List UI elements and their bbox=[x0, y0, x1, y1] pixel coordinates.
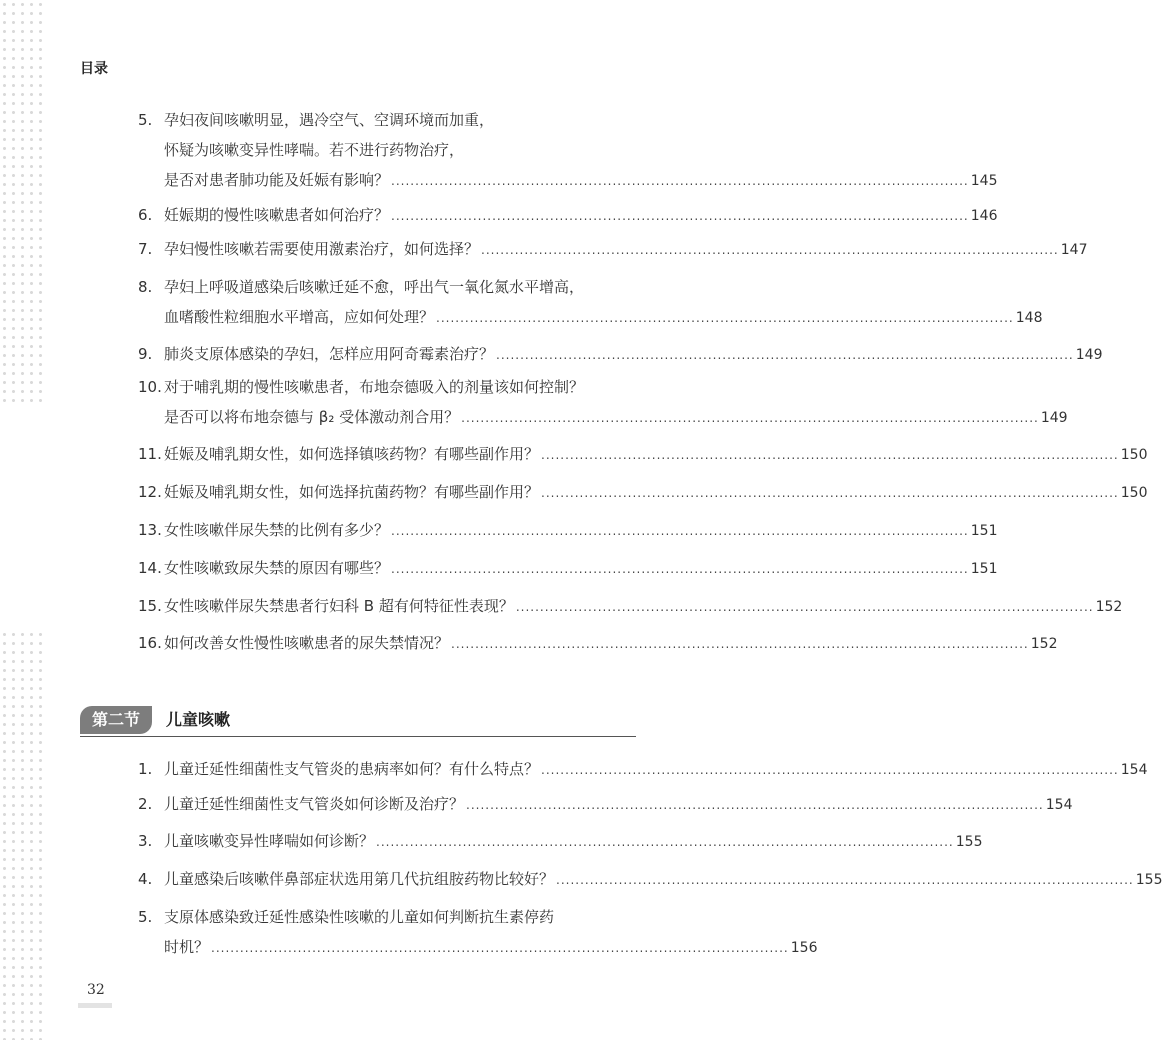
entry-number: 4. bbox=[138, 870, 153, 888]
entry-title-line: 妊娠及哺乳期女性，如何选择镇咳药物？有哪些副作用？ bbox=[164, 445, 540, 463]
entry-page-number: 149 bbox=[1040, 410, 1068, 426]
toc-entry[interactable] bbox=[138, 826, 983, 856]
entry-number: 8. bbox=[138, 278, 153, 296]
toc-entry[interactable] bbox=[138, 591, 1123, 621]
entry-title-line: 儿童咳嗽变异性哮喘如何诊断？ bbox=[164, 832, 375, 850]
entry-title-line: 儿童迁延性细菌性支气管炎如何诊断及治疗？ bbox=[164, 795, 465, 813]
toc-entry[interactable] bbox=[138, 372, 1068, 432]
entry-title-line: 女性咳嗽致尿失禁的原因有哪些？ bbox=[164, 559, 390, 577]
toc-entry[interactable] bbox=[138, 864, 1162, 894]
entry-title-line: 儿童感染后咳嗽伴鼻部症状选用第几代抗组胺药物比较好？ bbox=[164, 870, 555, 888]
entry-page-number: 151 bbox=[970, 523, 998, 539]
dot-leader: ........................................................................................................................ bbox=[541, 448, 1119, 462]
toc-entry[interactable] bbox=[138, 200, 998, 230]
entry-page-number: 155 bbox=[955, 834, 983, 850]
entry-title-line: 孕妇慢性咳嗽若需要使用激素治疗，如何选择？ bbox=[164, 240, 480, 258]
entry-page-number: 156 bbox=[790, 940, 818, 956]
page-number: 32 bbox=[87, 982, 105, 998]
toc-entry[interactable] bbox=[138, 754, 1148, 784]
decorative-dot-pattern-bottom bbox=[0, 630, 46, 1040]
entry-title-line: 妊娠及哺乳期女性，如何选择抗菌药物？有哪些副作用？ bbox=[164, 483, 540, 501]
entry-number: 14. bbox=[138, 559, 162, 577]
dot-leader: ........................................................................................................................ bbox=[556, 873, 1134, 887]
dot-leader: ........................................................................................................................ bbox=[541, 486, 1119, 500]
entry-title-line: 是否可以将布地奈德与 β₂ 受体激动剂合用？ bbox=[164, 408, 460, 426]
dot-leader: ........................................................................................................................ bbox=[515, 600, 1094, 614]
entry-number: 3. bbox=[138, 832, 153, 850]
running-header: 目录 bbox=[80, 61, 108, 77]
entry-page-number: 155 bbox=[1135, 872, 1162, 888]
section-badge: 第二节 bbox=[80, 706, 152, 734]
entry-title-line: 孕妇上呼吸道感染后咳嗽迁延不愈，呼出气一氧化氮水平增高， bbox=[164, 278, 585, 296]
entry-number: 10. bbox=[138, 378, 162, 396]
entry-number: 6. bbox=[138, 206, 153, 224]
dot-leader: ........................................................................................................................ bbox=[541, 763, 1119, 777]
dot-leader: ........................................................................................................................ bbox=[496, 348, 1074, 362]
entry-page-number: 147 bbox=[1060, 242, 1088, 258]
toc-entry[interactable] bbox=[138, 272, 1043, 332]
toc-entry[interactable] bbox=[138, 902, 818, 962]
entry-page-number: 154 bbox=[1045, 797, 1073, 813]
dot-leader: ........................................................................................................................ bbox=[466, 798, 1044, 812]
entry-title-line: 女性咳嗽伴尿失禁患者行妇科 B 超有何特征性表现？ bbox=[164, 597, 514, 615]
entry-number: 13. bbox=[138, 521, 162, 539]
entry-page-number: 145 bbox=[970, 173, 998, 189]
entry-page-number: 152 bbox=[1095, 599, 1123, 615]
dot-leader: ........................................................................................................................ bbox=[451, 637, 1029, 651]
page-number-bar bbox=[78, 1003, 112, 1008]
entry-number: 1. bbox=[138, 760, 153, 778]
entry-page-number: 146 bbox=[970, 208, 998, 224]
toc-entry[interactable] bbox=[138, 339, 1103, 369]
dot-leader: ........................................................................................................................ bbox=[376, 835, 954, 849]
entry-page-number: 150 bbox=[1120, 485, 1148, 501]
entry-title-line: 血嗜酸性粒细胞水平增高，应如何处理？ bbox=[164, 308, 435, 326]
entry-page-number: 151 bbox=[970, 561, 998, 577]
entry-page-number: 150 bbox=[1120, 447, 1148, 463]
entry-number: 9. bbox=[138, 345, 153, 363]
entry-page-number: 152 bbox=[1030, 636, 1058, 652]
toc-entry[interactable] bbox=[138, 105, 998, 195]
entry-title-line: 支原体感染致迁延性感染性咳嗽的儿童如何判断抗生素停药 bbox=[164, 908, 555, 926]
entry-number: 16. bbox=[138, 634, 162, 652]
toc-entry[interactable] bbox=[138, 234, 1088, 264]
entry-number: 11. bbox=[138, 445, 162, 463]
dot-leader: ........................................................................................................................ bbox=[391, 524, 969, 538]
dot-leader: ........................................................................................................................ bbox=[481, 243, 1059, 257]
entry-title-line: 如何改善女性慢性咳嗽患者的尿失禁情况？ bbox=[164, 634, 450, 652]
entry-number: 15. bbox=[138, 597, 162, 615]
section-heading bbox=[80, 706, 636, 737]
entry-number: 2. bbox=[138, 795, 153, 813]
entry-title-line: 时机？ bbox=[164, 938, 210, 956]
entry-page-number: 149 bbox=[1075, 347, 1103, 363]
toc-entry[interactable] bbox=[138, 477, 1148, 507]
entry-title-line: 是否对患者肺功能及妊娠有影响？ bbox=[164, 171, 390, 189]
entry-title-line: 孕妇夜间咳嗽明显，遇冷空气、空调环境而加重， bbox=[164, 111, 495, 129]
decorative-dot-pattern-top bbox=[0, 0, 46, 405]
dot-leader: ........................................................................................................................ bbox=[391, 174, 969, 188]
toc-entry[interactable] bbox=[138, 515, 998, 545]
entry-title-line: 儿童迁延性细菌性支气管炎的患病率如何？有什么特点？ bbox=[164, 760, 540, 778]
entry-number: 7. bbox=[138, 240, 153, 258]
toc-entry[interactable] bbox=[138, 789, 1073, 819]
section-title: 儿童咳嗽 bbox=[166, 710, 231, 729]
toc-entry[interactable] bbox=[138, 439, 1148, 469]
entry-page-number: 148 bbox=[1015, 310, 1043, 326]
entry-page-number: 154 bbox=[1120, 762, 1148, 778]
entry-title-line: 怀疑为咳嗽变异性哮喘。若不进行药物治疗， bbox=[164, 141, 465, 159]
dot-leader: ........................................................................................................................ bbox=[391, 562, 969, 576]
entry-title-line: 肺炎支原体感染的孕妇，怎样应用阿奇霉素治疗？ bbox=[164, 345, 495, 363]
toc-entry[interactable] bbox=[138, 628, 1058, 658]
dot-leader: ........................................................................................................................ bbox=[391, 209, 969, 223]
entry-title-line: 妊娠期的慢性咳嗽患者如何治疗？ bbox=[164, 206, 390, 224]
entry-number: 12. bbox=[138, 483, 162, 501]
toc-entry[interactable] bbox=[138, 553, 998, 583]
dot-leader: ........................................................................................................................ bbox=[436, 311, 1014, 325]
entry-number: 5. bbox=[138, 908, 153, 926]
entry-title-line: 对于哺乳期的慢性咳嗽患者，布地奈德吸入的剂量该如何控制？ bbox=[164, 378, 585, 396]
dot-leader: ........................................................................................................................ bbox=[461, 411, 1039, 425]
dot-leader: ........................................................................................................................ bbox=[211, 941, 789, 955]
entry-title-line: 女性咳嗽伴尿失禁的比例有多少？ bbox=[164, 521, 390, 539]
entry-number: 5. bbox=[138, 111, 153, 129]
